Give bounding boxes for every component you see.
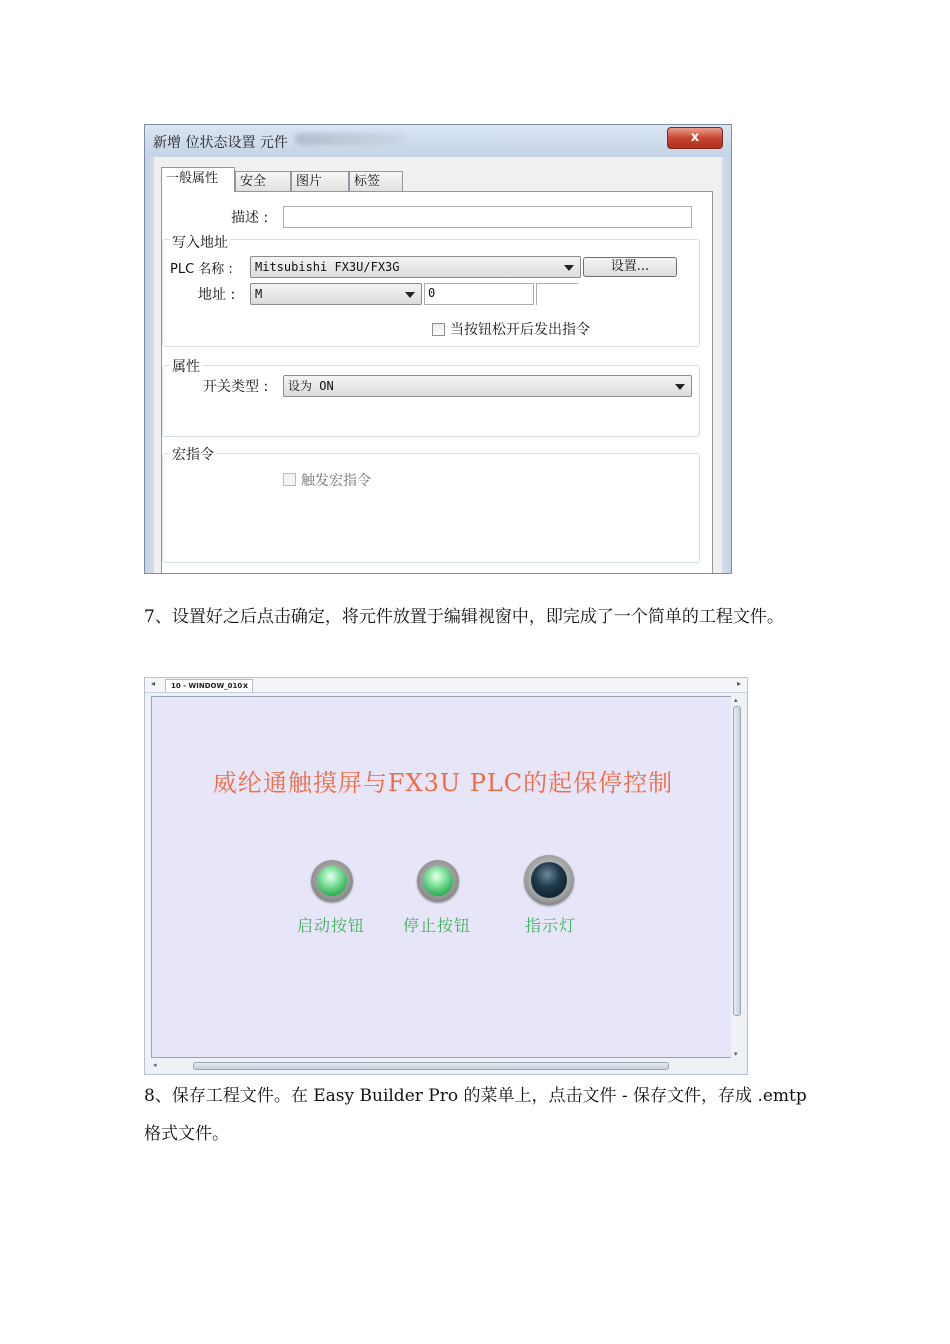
switch-type-label: 开关类型 : — [203, 379, 269, 395]
scroll-left-icon[interactable]: ◂ — [151, 679, 156, 688]
tab-picture[interactable]: 图片 — [291, 171, 349, 191]
indicator-lamp[interactable] — [524, 855, 574, 905]
general-tab-panel — [161, 191, 713, 574]
tab-label[interactable]: 标签 — [349, 171, 403, 191]
switch-type-select[interactable] — [283, 375, 692, 397]
trigger-macro-label: 触发宏指令 — [301, 473, 371, 489]
stop-button-lamp[interactable] — [417, 860, 459, 902]
window-tab-label: 10 - WINDOW_010 — [171, 682, 243, 690]
dialog-titlebar — [145, 125, 731, 157]
vertical-scroll-thumb[interactable] — [733, 706, 741, 1016]
horizontal-scrollbar[interactable] — [151, 1060, 735, 1072]
plc-name-value: Mitsubishi FX3U/FX3G — [255, 260, 400, 274]
window-frame-right — [721, 157, 731, 573]
scroll-up-icon[interactable]: ▴ — [734, 696, 738, 704]
dialog-client — [154, 157, 722, 573]
address-extra-input[interactable] — [536, 283, 578, 305]
address-value-input[interactable]: 0 — [424, 283, 534, 305]
write-address-group-label: 写入地址 — [170, 232, 230, 252]
blurred-title-extra — [295, 133, 405, 145]
tab-general[interactable]: 一般属性 — [161, 167, 235, 192]
close-icon[interactable]: x — [242, 681, 248, 690]
release-checkbox[interactable] — [432, 323, 445, 336]
close-button[interactable]: x — [667, 127, 723, 149]
lamp-green-icon — [317, 866, 347, 896]
trigger-macro-checkbox[interactable] — [283, 473, 296, 486]
address-device-select[interactable] — [250, 283, 422, 305]
address-device-value: M — [255, 287, 263, 301]
lamp-dark-icon — [531, 862, 567, 898]
editor-window — [144, 677, 748, 1075]
macro-group — [162, 453, 700, 563]
dialog-title: 新增 位状态设置 元件 — [153, 135, 288, 151]
chevron-down-icon — [564, 265, 574, 271]
screen-title: 威纶通触摸屏与FX3U PLC的起保停控制 — [212, 769, 674, 797]
address-label: 地址 : — [198, 287, 236, 303]
switch-type-value: 设为 ON — [288, 379, 334, 393]
tab-security[interactable]: 安全 — [235, 171, 291, 191]
bit-state-dialog — [144, 124, 732, 574]
chevron-down-icon — [675, 384, 685, 390]
macro-group-label: 宏指令 — [170, 444, 216, 464]
stop-button-label: 停止按钮 — [403, 916, 472, 935]
description-input[interactable] — [283, 206, 692, 228]
scroll-down-icon[interactable]: ▾ — [734, 1050, 738, 1058]
attributes-group-label: 属性 — [170, 356, 202, 376]
indicator-label: 指示灯 — [525, 916, 577, 935]
horizontal-scroll-thumb[interactable] — [193, 1062, 669, 1070]
release-checkbox-label: 当按钮松开后发出指令 — [450, 322, 590, 338]
editor-tabbar — [145, 678, 747, 693]
chevron-down-icon — [405, 292, 415, 298]
scroll-left-icon[interactable]: ◂ — [153, 1061, 157, 1069]
description-label: 描述 : — [231, 210, 269, 226]
screen-canvas — [151, 696, 735, 1058]
step8-paragraph: 8、保存工程文件。在 Easy Builder Pro 的菜单上，点击文件 - 保存文件，存成 .emtp 格式文件。 — [144, 1086, 807, 1144]
lamp-green-icon — [423, 866, 453, 896]
start-button-lamp[interactable] — [311, 860, 353, 902]
start-button-label: 启动按钮 — [297, 916, 366, 935]
plc-settings-button[interactable]: 设置... — [583, 257, 677, 277]
step7-paragraph: 7、设置好之后点击确定，将元件放置于编辑视窗中，即完成了一个简单的工程文件。 — [144, 607, 784, 627]
scroll-right-icon[interactable]: ▸ — [736, 679, 741, 688]
window-tab[interactable] — [165, 679, 253, 692]
plc-name-select[interactable] — [250, 256, 581, 278]
plc-name-label: PLC 名称 : — [170, 262, 233, 277]
vertical-scrollbar[interactable] — [731, 696, 743, 1058]
